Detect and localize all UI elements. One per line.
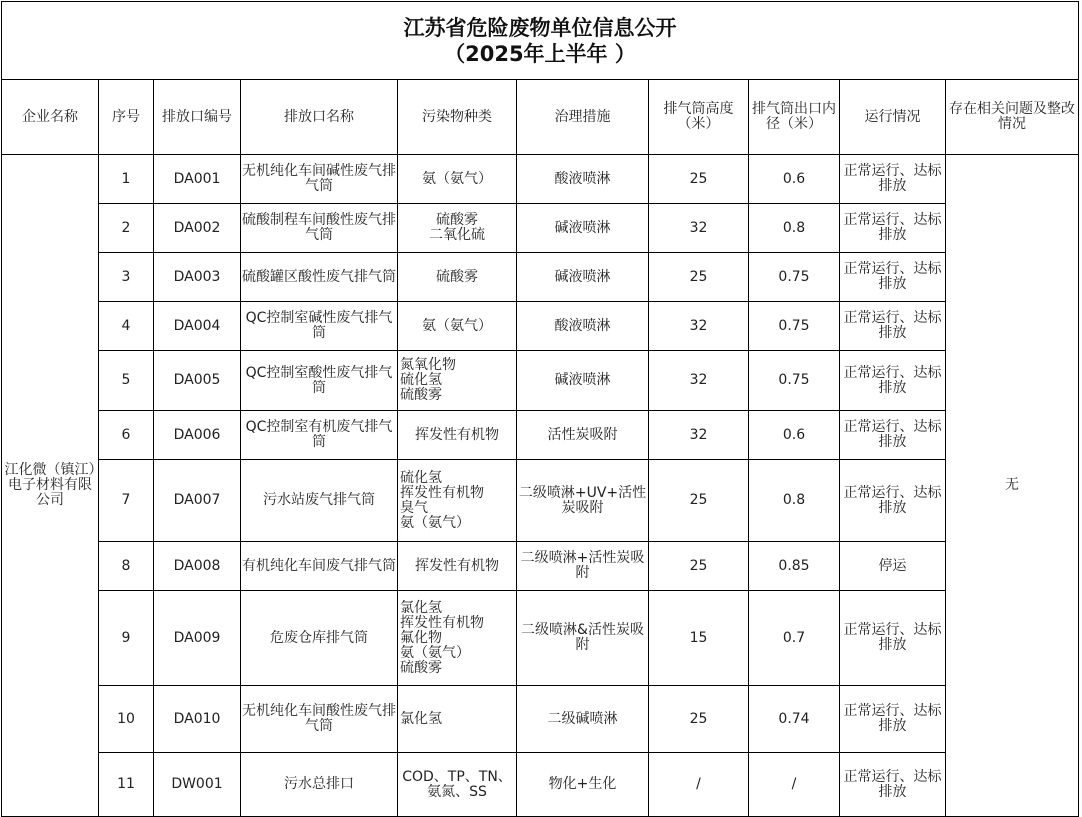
- cell-pollutant: [398, 351, 517, 411]
- cell-stack-height: 25: [649, 686, 749, 753]
- cell-outlet-code: DW001: [154, 753, 241, 817]
- cell-treatment: 碱液喷淋: [517, 253, 649, 302]
- cell-operation: 正常运行、达标排放: [840, 686, 946, 753]
- cell-stack-diameter: 0.75: [749, 302, 840, 351]
- company-name: 江化微（镇江）电子材料有限公司: [2, 155, 99, 817]
- header-treatment: 治理措施: [517, 80, 649, 155]
- cell-outlet-name: 污水总排口: [241, 753, 398, 817]
- table-row: [2, 411, 1079, 460]
- pollutant-item: 硫化氢: [400, 372, 442, 388]
- table-row: [2, 542, 1079, 591]
- header-pollutant: 污染物种类: [398, 80, 517, 155]
- table-row: [2, 155, 1079, 204]
- table-row: [2, 460, 1079, 542]
- pollutant-item: 挥发性有机物: [415, 426, 499, 443]
- cell-stack-height: 25: [649, 542, 749, 591]
- cell-outlet-code: DA001: [154, 155, 241, 204]
- cell-seq: 9: [99, 591, 154, 686]
- info-table: [1, 1, 1079, 817]
- cell-pollutant: [398, 411, 517, 460]
- header-stack-height: 排气筒高度（米）: [649, 80, 749, 155]
- cell-stack-diameter: 0.74: [749, 686, 840, 753]
- cell-outlet-code: DA002: [154, 204, 241, 253]
- pollutant-item: 氮氧化物: [400, 357, 456, 373]
- cell-stack-height: 25: [649, 253, 749, 302]
- cell-outlet-code: DA003: [154, 253, 241, 302]
- cell-pollutant: [398, 591, 517, 686]
- table-row: [2, 351, 1079, 411]
- cell-treatment: 活性炭吸附: [517, 411, 649, 460]
- cell-treatment: 酸液喷淋: [517, 155, 649, 204]
- table-row: [2, 753, 1079, 817]
- cell-operation: 正常运行、达标排放: [840, 411, 946, 460]
- pollutant-item: 氨（氨气）: [422, 170, 492, 187]
- header-issues: 存在相关问题及整改情况: [946, 80, 1079, 155]
- pollutant-item: 硫酸雾: [400, 387, 442, 403]
- cell-stack-height: /: [649, 753, 749, 817]
- pollutant-item: COD、TP、TN、氨氮、SS: [402, 768, 512, 800]
- cell-stack-height: 15: [649, 591, 749, 686]
- cell-outlet-code: DA008: [154, 542, 241, 591]
- cell-stack-diameter: 0.8: [749, 460, 840, 542]
- cell-stack-diameter: 0.6: [749, 155, 840, 204]
- cell-treatment: 物化+生化: [517, 753, 649, 817]
- cell-operation: 正常运行、达标排放: [840, 351, 946, 411]
- cell-outlet-code: DA010: [154, 686, 241, 753]
- cell-outlet-name: 无机纯化车间碱性废气排气筒: [241, 155, 398, 204]
- pollutant-item: 氨（氨气）: [400, 514, 470, 531]
- header-stack-diameter: 排气筒出口内径（米）: [749, 80, 840, 155]
- cell-operation: 停运: [840, 542, 946, 591]
- cell-stack-height: 32: [649, 411, 749, 460]
- cell-treatment: 二级碱喷淋: [517, 686, 649, 753]
- cell-stack-height: 32: [649, 351, 749, 411]
- cell-pollutant: [398, 302, 517, 351]
- header-company: 企业名称: [2, 80, 99, 155]
- cell-stack-diameter: 0.75: [749, 253, 840, 302]
- title-line-2: （2025年上半年 ）: [444, 41, 636, 66]
- cell-outlet-code: DA006: [154, 411, 241, 460]
- cell-stack-height: 25: [649, 155, 749, 204]
- cell-outlet-name: 无机纯化车间酸性废气排气筒: [241, 686, 398, 753]
- cell-pollutant: [398, 542, 517, 591]
- cell-operation: 正常运行、达标排放: [840, 204, 946, 253]
- pollutant-item: 氟化物: [400, 629, 442, 646]
- pollutant-item: 挥发性有机物: [400, 484, 484, 501]
- pollutant-item: 氨（氨气）: [400, 644, 470, 661]
- table-row: [2, 204, 1079, 253]
- pollutant-item: 挥发性有机物: [415, 557, 499, 574]
- cell-seq: 6: [99, 411, 154, 460]
- header-outlet-code: 排放口编号: [154, 80, 241, 155]
- cell-pollutant: [398, 253, 517, 302]
- header-operation: 运行情况: [840, 80, 946, 155]
- cell-stack-diameter: 0.7: [749, 591, 840, 686]
- cell-operation: 正常运行、达标排放: [840, 302, 946, 351]
- cell-outlet-code: DA007: [154, 460, 241, 542]
- cell-seq: 8: [99, 542, 154, 591]
- cell-stack-height: 25: [649, 460, 749, 542]
- pollutant-item: 氯化氢: [400, 599, 442, 616]
- cell-seq: 10: [99, 686, 154, 753]
- cell-operation: 正常运行、达标排放: [840, 753, 946, 817]
- header-row: [2, 80, 1079, 155]
- cell-outlet-name: 污水站废气排气筒: [241, 460, 398, 542]
- page-title: [2, 2, 1079, 80]
- table-row: [2, 686, 1079, 753]
- cell-outlet-name: 硫酸罐区酸性废气排气筒: [241, 253, 398, 302]
- cell-pollutant: [398, 686, 517, 753]
- cell-outlet-name: QC控制室有机废气排气筒: [241, 411, 398, 460]
- cell-outlet-name: 危废仓库排气筒: [241, 591, 398, 686]
- pollutant-item: 臭气: [400, 499, 428, 516]
- cell-treatment: 碱液喷淋: [517, 204, 649, 253]
- cell-stack-diameter: 0.8: [749, 204, 840, 253]
- pollutant-item: 硫酸雾: [436, 268, 478, 285]
- header-seq: 序号: [99, 80, 154, 155]
- cell-seq: 1: [99, 155, 154, 204]
- cell-seq: 7: [99, 460, 154, 542]
- cell-stack-height: 32: [649, 302, 749, 351]
- cell-treatment: 碱液喷淋: [517, 351, 649, 411]
- cell-stack-diameter: /: [749, 753, 840, 817]
- table-row: [2, 302, 1079, 351]
- issues-cell: 无: [946, 155, 1079, 817]
- cell-treatment: 二级喷淋&活性炭吸附: [517, 591, 649, 686]
- cell-operation: 正常运行、达标排放: [840, 591, 946, 686]
- cell-seq: 2: [99, 204, 154, 253]
- pollutant-item: 二氧化硫: [429, 227, 485, 243]
- cell-outlet-name: 有机纯化车间废气排气筒: [241, 542, 398, 591]
- pollutant-item: 挥发性有机物: [400, 614, 484, 631]
- table-row: [2, 253, 1079, 302]
- cell-stack-height: 32: [649, 204, 749, 253]
- cell-outlet-name: QC控制室酸性废气排气筒: [241, 351, 398, 411]
- cell-outlet-name: 硫酸制程车间酸性废气排气筒: [241, 204, 398, 253]
- cell-seq: 4: [99, 302, 154, 351]
- cell-operation: 正常运行、达标排放: [840, 460, 946, 542]
- pollutant-item: 硫酸雾: [436, 212, 478, 228]
- cell-operation: 正常运行、达标排放: [840, 253, 946, 302]
- cell-treatment: 二级喷淋+活性炭吸附: [517, 542, 649, 591]
- pollutant-item: 氯化氢: [400, 710, 442, 727]
- cell-outlet-code: DA004: [154, 302, 241, 351]
- cell-seq: 11: [99, 753, 154, 817]
- header-outlet-name: 排放口名称: [241, 80, 398, 155]
- cell-pollutant: [398, 753, 517, 817]
- cell-treatment: 二级喷淋+UV+活性炭吸附: [517, 460, 649, 542]
- pollutant-item: 氨（氨气）: [422, 317, 492, 334]
- cell-pollutant: [398, 460, 517, 542]
- table-row: [2, 591, 1079, 686]
- cell-stack-diameter: 0.75: [749, 351, 840, 411]
- cell-outlet-name: QC控制室碱性废气排气筒: [241, 302, 398, 351]
- cell-pollutant: [398, 155, 517, 204]
- cell-stack-diameter: 0.6: [749, 411, 840, 460]
- cell-pollutant: [398, 204, 517, 253]
- cell-stack-diameter: 0.85: [749, 542, 840, 591]
- cell-operation: 正常运行、达标排放: [840, 155, 946, 204]
- pollutant-item: 硫化氢: [400, 469, 442, 486]
- cell-outlet-code: DA005: [154, 351, 241, 411]
- cell-treatment: 酸液喷淋: [517, 302, 649, 351]
- cell-seq: 3: [99, 253, 154, 302]
- title-line-1: 江苏省危险废物单位信息公开: [403, 15, 677, 40]
- pollutant-item: 硫酸雾: [400, 659, 442, 676]
- cell-seq: 5: [99, 351, 154, 411]
- cell-outlet-code: DA009: [154, 591, 241, 686]
